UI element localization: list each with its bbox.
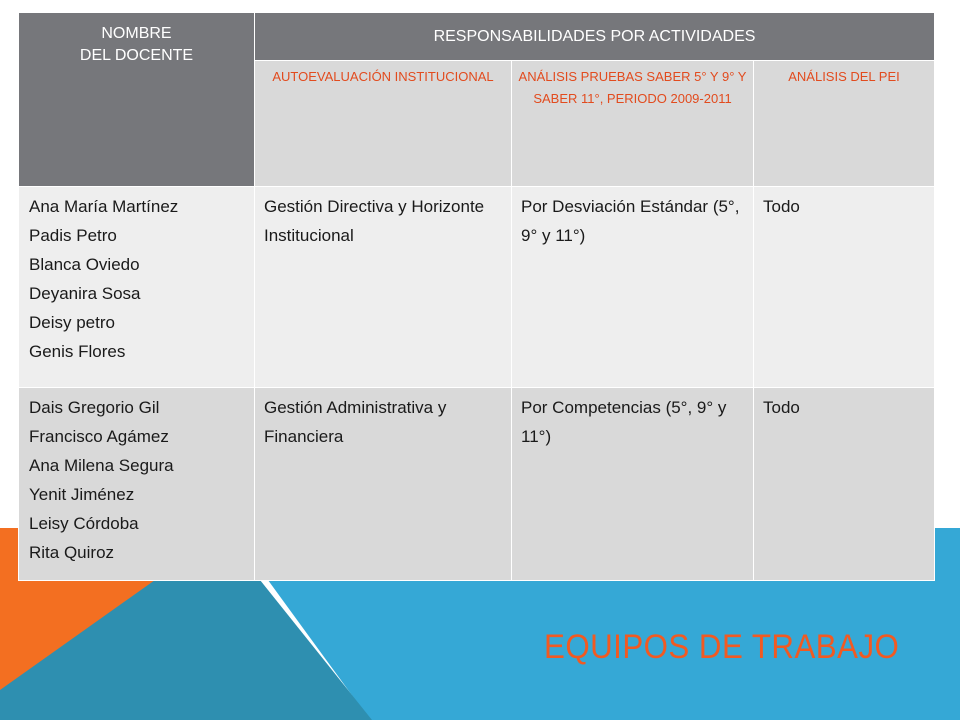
member-name: Deisy petro — [29, 313, 115, 332]
subheader-autoevaluacion: AUTOEVALUACIÓN INSTITUCIONAL — [255, 61, 512, 187]
header-responsabilidades: RESPONSABILIDADES POR ACTIVIDADES — [255, 13, 935, 61]
table-row — [19, 187, 935, 388]
member-name: Yenit Jiménez — [29, 485, 135, 504]
work-teams-table — [18, 12, 935, 581]
subheader-analisis-pruebas: ANÁLISIS PRUEBAS SABER 5° Y 9° Y SABER 11°, PERIODO 2009-2011 — [512, 61, 754, 187]
slide-title: EQUIPOS DE TRABAJO — [544, 628, 900, 666]
member-name: Genis Flores — [29, 342, 126, 361]
header-docente-line1: NOMBRE — [101, 25, 172, 42]
analisis-pruebas-cell: Por Desviación Estándar (5°, 9° y 11°) — [512, 187, 754, 388]
member-name: Blanca Oviedo — [29, 255, 140, 274]
team-members-cell — [19, 187, 255, 388]
member-name: Padis Petro — [29, 226, 117, 245]
member-name: Ana Milena Segura — [29, 456, 174, 475]
member-name: Leisy Córdoba — [29, 514, 139, 533]
table-row — [19, 388, 935, 581]
autoevaluacion-cell: Gestión Directiva y Horizonte Institucional — [255, 187, 512, 388]
header-docente — [19, 13, 255, 187]
member-name: Deyanira Sosa — [29, 284, 141, 303]
team-members-cell — [19, 388, 255, 581]
analisis-pei-cell: Todo — [754, 187, 935, 388]
member-name: Rita Quiroz — [29, 543, 115, 562]
autoevaluacion-cell: Gestión Administrativa y Financiera — [255, 388, 512, 581]
analisis-pei-cell: Todo — [754, 388, 935, 581]
subheader-analisis-pei: ANÁLISIS DEL PEI — [754, 61, 935, 187]
member-name: Francisco Agámez — [29, 427, 169, 446]
member-name: Ana María Martínez — [29, 197, 179, 216]
member-name: Dais Gregorio Gil — [29, 398, 160, 417]
header-docente-line2: DEL DOCENTE — [79, 47, 194, 64]
analisis-pruebas-cell: Por Competencias (5°, 9° y 11°) — [512, 388, 754, 581]
